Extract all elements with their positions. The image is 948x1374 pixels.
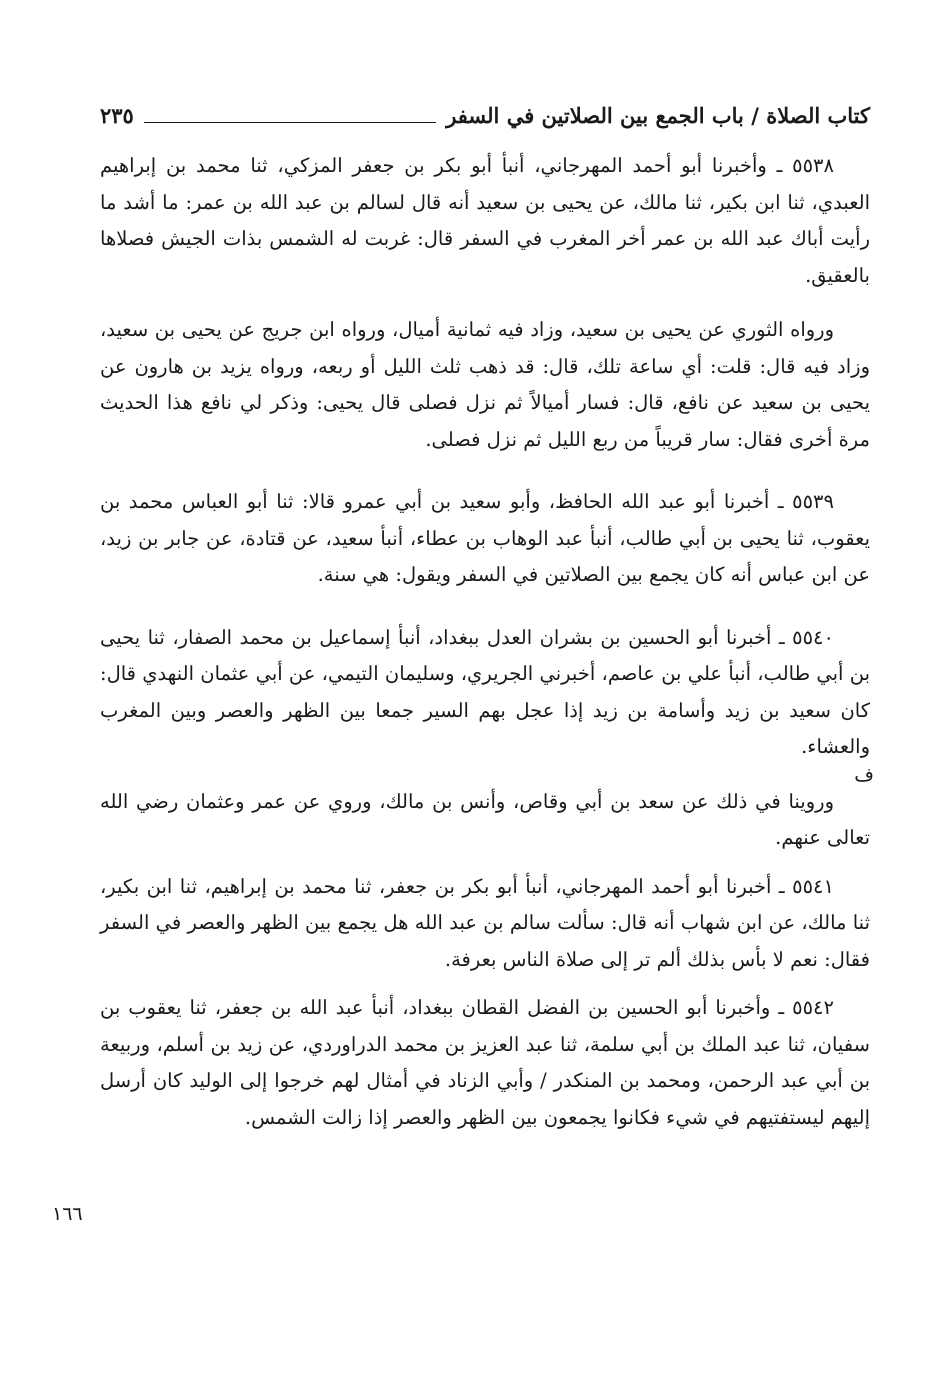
hadith-5539: ٥٥٣٩ ـ أخبرنا أبو عبد الله الحافظ، وأبو سعيد بن أبي عمرو قالا: ثنا أبو العباس محمد بن يعقوب، ثنا يحيى بن أبي طالب، أنبأ عبد الوهاب بن عطاء، أنبأ سعيد، عن قتادة، عن جابر بن زيد، عن ابن عباس أنه كان يجمع بين الصلاتين في السفر ويقول: هي سنة.: [100, 490, 870, 586]
hadith-5541: ٥٥٤١ ـ أخبرنا أبو أحمد المهرجاني، أنبأ أبو بكر بن جعفر، ثنا محمد بن إبراهيم، ثنا ابن بكير، ثنا مالك، عن ابن شهاب أنه قال: سألت سالم بن عبد الله هل يجمع بين الظهر والعصر في السفر فقال: نعم لا بأس بذلك ألم تر إلى صلاة الناس بعرفة.: [100, 874, 870, 971]
header-rule: [144, 122, 436, 123]
manuscript-page-marker: ١٦٦: [52, 1203, 83, 1225]
note-block: [100, 763, 874, 857]
note-paragraph: وروينا في ذلك عن سعد بن أبي وقاص، وأنس بن مالك، وروي عن عمر وعثمان رضي الله تعالى عنهم.: [100, 789, 870, 849]
body-text: [100, 148, 874, 1136]
running-title: كتاب الصلاة / باب الجمع بين الصلاتين في السفر: [446, 103, 870, 128]
page-number: ٢٣٥: [100, 103, 134, 128]
margin-letter: ف: [854, 763, 874, 786]
hadith-5538: ٥٥٣٨ ـ وأخبرنا أبو أحمد المهرجاني، أنبأ أبو بكر بن جعفر المزكي، ثنا محمد بن إبراهيم العبدي، ثنا ابن بكير، ثنا مالك، عن يحيى بن سعيد أنه قال لسالم بن عبد الله بن عمر: ما أشد ما رأيت أباك عبد الله بن عمر أخر المغرب في السفر قال: غربت له الشمس بذات الجيش فصلاها بالعقيق.: [100, 154, 870, 287]
commentary-paragraph: ورواه الثوري عن يحيى بن سعيد، وزاد فيه ثمانية أميال، ورواه ابن جريج عن يحيى بن سعيد، وزاد فيه قال: قلت: أي ساعة تلك، قال: قد ذهب ثلث الليل أو ربعه، ورواه يزيد بن هارون عن يحيى بن سعيد عن نافع، قال: فسار أميالاً ثم نزل فصلى قال يحيى: وذكر لي نافع هذا الحديث مرة أخرى فقال: سار قريباً من ربع الليل ثم نزل فصلى.: [100, 318, 870, 451]
hadith-5542: ٥٥٤٢ ـ وأخبرنا أبو الحسين بن الفضل القطان ببغداد، أنبأ عبد الله بن جعفر، ثنا يعقوب بن سفيان، ثنا عبد الملك بن أبي سلمة، ثنا عبد العزيز بن محمد الدراوردي، عن زيد بن أسلم، وربيعة بن أبي عبد الرحمن، ومحمد بن المنكدر / وأبي الزناد في أمثال لهم خرجوا إلى الوليد كان أرسل إليهم ليستفتيهم في شيء فكانوا يجمعون بين الظهر والعصر إذا زالت الشمس.: [100, 996, 870, 1129]
hadith-5540: ٥٥٤٠ ـ أخبرنا أبو الحسين بن بشران العدل ببغداد، أنبأ إسماعيل بن محمد الصفار، ثنا يحيى بن أبي طالب، أنبأ علي بن عاصم، أخبرني الجريري، وسليمان التيمي، عن أبي عثمان النهدي قال: كان سعيد بن زيد وأسامة بن زيد إذا عجل بهم السير جمعا بين الظهر والعصر وبين المغرب والعشاء.: [100, 625, 870, 758]
running-head: [100, 86, 870, 126]
